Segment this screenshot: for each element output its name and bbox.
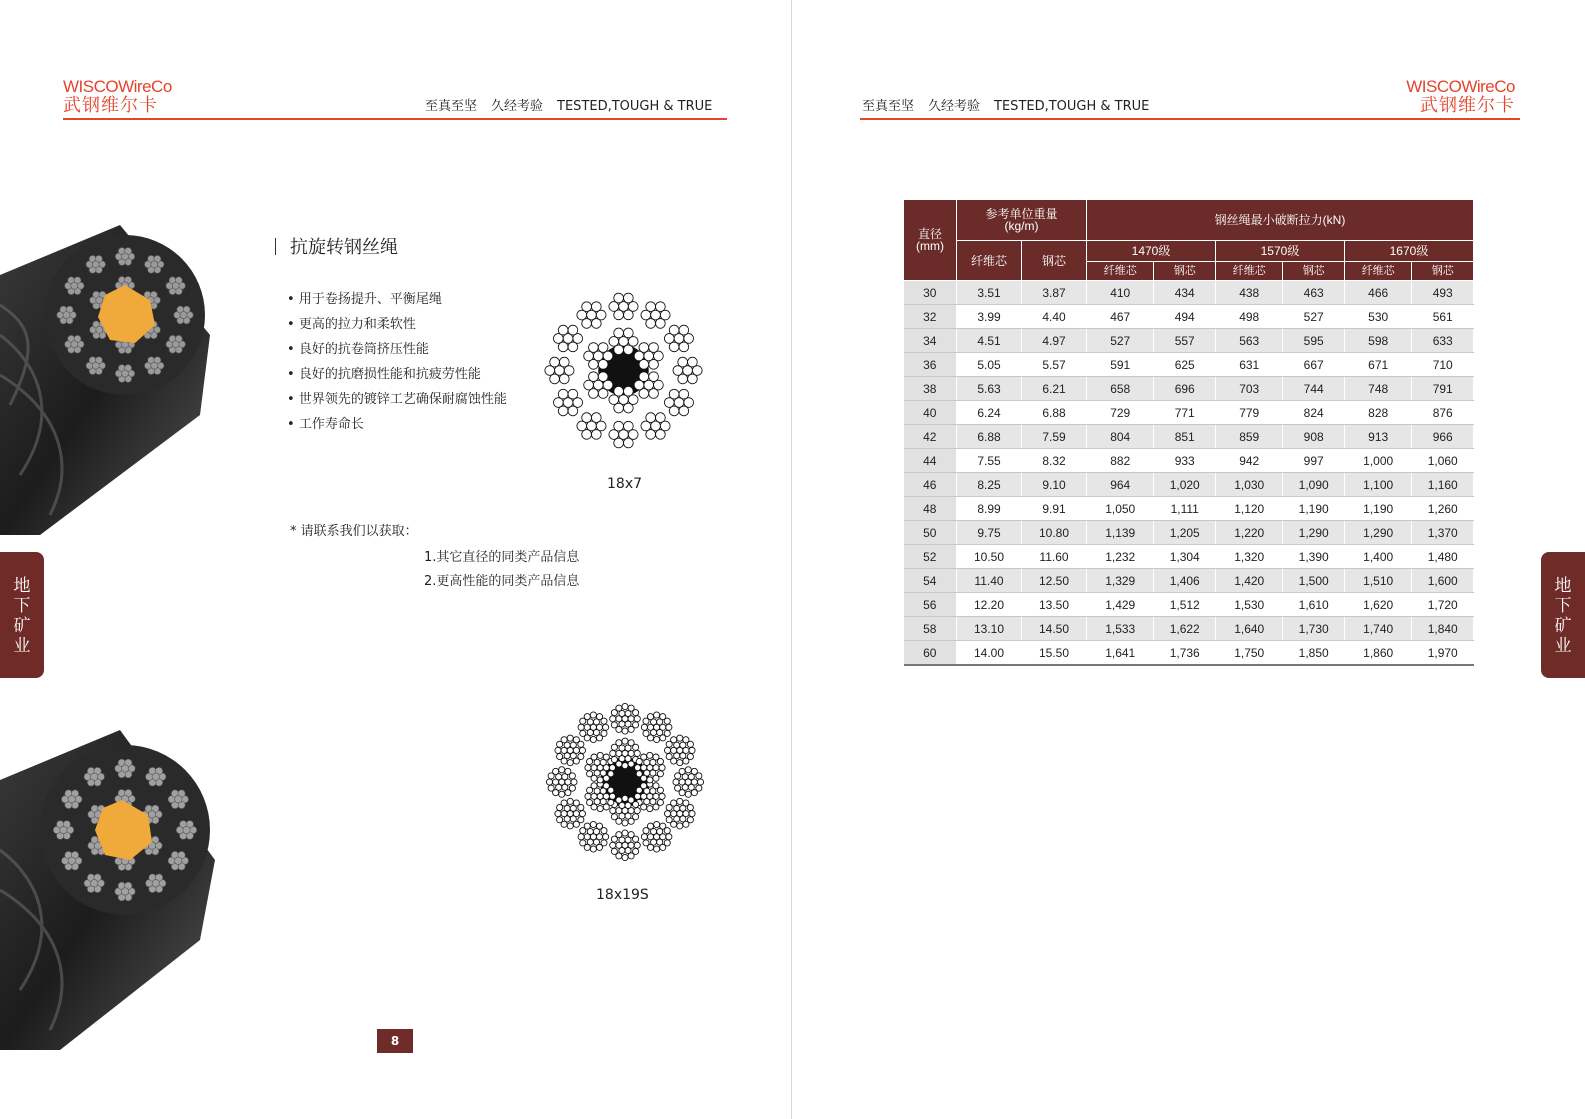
table-cell: 1,600 <box>1412 569 1474 593</box>
table-cell: 1,111 <box>1154 497 1216 521</box>
table-cell: 1,640 <box>1215 617 1282 641</box>
table-cell: 696 <box>1154 377 1216 401</box>
table-cell: 1,512 <box>1154 593 1216 617</box>
table-cell: 32 <box>904 305 957 329</box>
contact-item: 1.其它直径的同类产品信息 <box>424 550 580 565</box>
slogan-right <box>862 95 1149 114</box>
rope-photo-18x7 <box>0 215 220 535</box>
table-cell: 1,510 <box>1344 569 1411 593</box>
table-cell: 744 <box>1283 377 1345 401</box>
table-cell: 9.10 <box>1022 473 1087 497</box>
table-cell: 1,500 <box>1283 569 1345 593</box>
table-cell: 591 <box>1087 353 1154 377</box>
table-cell: 779 <box>1215 401 1282 425</box>
table-cell: 625 <box>1154 353 1216 377</box>
spec-table <box>903 199 1474 666</box>
diagram-label-18x7: 18x7 <box>607 476 643 492</box>
feature-item: • 良好的抗卷筒挤压性能 <box>287 340 507 365</box>
table-cell: 1,260 <box>1412 497 1474 521</box>
grade-1570: 1570级 <box>1215 241 1344 262</box>
table-cell: 56 <box>904 593 957 617</box>
table-cell: 658 <box>1087 377 1154 401</box>
table-cell: 48 <box>904 497 957 521</box>
table-cell: 46 <box>904 473 957 497</box>
table-cell: 908 <box>1283 425 1345 449</box>
table-cell: 44 <box>904 449 957 473</box>
table-cell: 595 <box>1283 329 1345 353</box>
table-cell: 557 <box>1154 329 1216 353</box>
table-row <box>904 401 1474 425</box>
table-cell: 12.50 <box>1022 569 1087 593</box>
table-cell: 1,860 <box>1344 641 1411 666</box>
table-row <box>904 617 1474 641</box>
table-cell: 1,406 <box>1154 569 1216 593</box>
table-cell: 1,290 <box>1283 521 1345 545</box>
table-cell: 498 <box>1215 305 1282 329</box>
table-cell: 828 <box>1344 401 1411 425</box>
table-cell: 527 <box>1087 329 1154 353</box>
table-cell: 966 <box>1412 425 1474 449</box>
table-cell: 804 <box>1087 425 1154 449</box>
table-cell: 5.05 <box>957 353 1022 377</box>
col-fiber: 纤维芯 <box>1087 262 1154 281</box>
table-cell: 4.40 <box>1022 305 1087 329</box>
table-row <box>904 449 1474 473</box>
table-cell: 52 <box>904 545 957 569</box>
table-cell: 9.91 <box>1022 497 1087 521</box>
table-cell: 463 <box>1283 281 1345 305</box>
table-cell: 1,000 <box>1344 449 1411 473</box>
table-cell: 1,304 <box>1154 545 1216 569</box>
table-cell: 1,100 <box>1344 473 1411 497</box>
header-rule-right <box>860 118 1520 120</box>
feature-list <box>287 290 507 440</box>
table-cell: 1,232 <box>1087 545 1154 569</box>
table-row <box>904 641 1474 666</box>
table-cell: 527 <box>1283 305 1345 329</box>
side-tab-label: 地下矿业 <box>13 576 31 656</box>
table-cell: 1,429 <box>1087 593 1154 617</box>
table-cell: 438 <box>1215 281 1282 305</box>
table-cell: 3.51 <box>957 281 1022 305</box>
table-cell: 1,220 <box>1215 521 1282 545</box>
table-cell: 13.10 <box>957 617 1022 641</box>
table-cell: 1,530 <box>1215 593 1282 617</box>
feature-item: • 世界领先的镀锌工艺确保耐腐蚀性能 <box>287 390 507 415</box>
table-cell: 933 <box>1154 449 1216 473</box>
col-weight-fiber: 纤维芯 <box>957 241 1022 281</box>
table-cell: 6.88 <box>957 425 1022 449</box>
table-cell: 964 <box>1087 473 1154 497</box>
header-rule-left <box>63 118 727 120</box>
product-title: 抗旋转钢丝绳 <box>290 237 398 258</box>
table-cell: 1,970 <box>1412 641 1474 666</box>
table-cell: 631 <box>1215 353 1282 377</box>
table-cell: 58 <box>904 617 957 641</box>
table-cell: 1,020 <box>1154 473 1216 497</box>
col-steel: 钢芯 <box>1154 262 1216 281</box>
rope-photo-18x19s <box>0 720 220 1050</box>
table-cell: 1,090 <box>1283 473 1345 497</box>
table-cell: 10.80 <box>1022 521 1087 545</box>
table-cell: 3.99 <box>957 305 1022 329</box>
slogan-cn-2: 久经考验 <box>491 99 544 114</box>
side-tab-label: 地下矿业 <box>1554 576 1572 656</box>
table-row <box>904 281 1474 305</box>
col-steel: 钢芯 <box>1412 262 1474 281</box>
table-cell: 1,730 <box>1283 617 1345 641</box>
col-weight: 参考单位重量 (kg/m) <box>957 200 1087 241</box>
side-tab-right <box>1541 552 1585 678</box>
slogan-cn-1: 至真至坚 <box>862 99 915 114</box>
brand-name-en: WISCOWireCo <box>63 77 172 96</box>
table-cell: 15.50 <box>1022 641 1087 666</box>
table-cell: 598 <box>1344 329 1411 353</box>
table-cell: 467 <box>1087 305 1154 329</box>
table-cell: 824 <box>1283 401 1345 425</box>
table-cell: 60 <box>904 641 957 666</box>
col-fiber: 纤维芯 <box>1215 262 1282 281</box>
slogan-cn-2: 久经考验 <box>928 99 981 114</box>
table-cell: 30 <box>904 281 957 305</box>
page-fold <box>791 0 792 1119</box>
page-number: 8 <box>377 1029 413 1053</box>
table-cell: 703 <box>1215 377 1282 401</box>
feature-item: • 工作寿命长 <box>287 415 507 440</box>
table-cell: 1,622 <box>1154 617 1216 641</box>
table-cell: 7.59 <box>1022 425 1087 449</box>
table-cell: 494 <box>1154 305 1216 329</box>
table-cell: 6.88 <box>1022 401 1087 425</box>
table-cell: 410 <box>1087 281 1154 305</box>
slogan-left <box>425 95 712 114</box>
col-diameter: 直径 (mm) <box>904 200 957 281</box>
table-cell: 1,120 <box>1215 497 1282 521</box>
table-cell: 8.25 <box>957 473 1022 497</box>
table-cell: 748 <box>1344 377 1411 401</box>
cross-section-18x19s-diagram <box>541 698 709 866</box>
table-cell: 851 <box>1154 425 1216 449</box>
table-cell: 859 <box>1215 425 1282 449</box>
contact-item: 2.更高性能的同类产品信息 <box>424 574 580 589</box>
col-strength: 钢丝绳最小破断拉力(kN) <box>1087 200 1474 241</box>
table-cell: 1,370 <box>1412 521 1474 545</box>
contact-heading-text: 请联系我们以获取： <box>300 524 418 539</box>
table-cell: 40 <box>904 401 957 425</box>
table-row <box>904 521 1474 545</box>
table-cell: 1,480 <box>1412 545 1474 569</box>
table-cell: 1,420 <box>1215 569 1282 593</box>
table-row <box>904 377 1474 401</box>
table-cell: 771 <box>1154 401 1216 425</box>
table-row <box>904 425 1474 449</box>
table-cell: 710 <box>1412 353 1474 377</box>
table-cell: 1,720 <box>1412 593 1474 617</box>
grade-1470: 1470级 <box>1087 241 1216 262</box>
table-cell: 38 <box>904 377 957 401</box>
table-cell: 1,840 <box>1412 617 1474 641</box>
table-cell: 466 <box>1344 281 1411 305</box>
table-cell: 7.55 <box>957 449 1022 473</box>
table-cell: 11.60 <box>1022 545 1087 569</box>
table-row <box>904 497 1474 521</box>
cross-section-18x7-diagram <box>541 288 706 453</box>
table-cell: 913 <box>1344 425 1411 449</box>
table-cell: 6.24 <box>957 401 1022 425</box>
slogan-en: TESTED,TOUGH & TRUE <box>994 99 1150 114</box>
brand-name-cn: 武钢维尔卡 <box>63 95 158 116</box>
table-row <box>904 593 1474 617</box>
table-cell: 3.87 <box>1022 281 1087 305</box>
table-cell: 1,390 <box>1283 545 1345 569</box>
table-cell: 1,610 <box>1283 593 1345 617</box>
contact-heading: * 请联系我们以获取： <box>290 524 418 539</box>
table-cell: 42 <box>904 425 957 449</box>
table-cell: 997 <box>1283 449 1345 473</box>
table-cell: 1,750 <box>1215 641 1282 666</box>
table-cell: 1,190 <box>1344 497 1411 521</box>
side-tab-left <box>0 552 44 678</box>
table-cell: 667 <box>1283 353 1345 377</box>
feature-item: • 更高的拉力和柔软性 <box>287 315 507 340</box>
brand-logo-left <box>63 78 172 115</box>
table-cell: 11.40 <box>957 569 1022 593</box>
table-cell: 5.63 <box>957 377 1022 401</box>
brand-logo-right <box>1406 78 1515 115</box>
brand-name-cn: 武钢维尔卡 <box>1420 95 1515 116</box>
table-cell: 1,139 <box>1087 521 1154 545</box>
table-cell: 14.00 <box>957 641 1022 666</box>
table-cell: 1,329 <box>1087 569 1154 593</box>
table-cell: 1,850 <box>1283 641 1345 666</box>
table-cell: 4.51 <box>957 329 1022 353</box>
table-row <box>904 569 1474 593</box>
table-cell: 8.99 <box>957 497 1022 521</box>
table-cell: 1,160 <box>1412 473 1474 497</box>
table-cell: 633 <box>1412 329 1474 353</box>
table-row <box>904 545 1474 569</box>
table-cell: 729 <box>1087 401 1154 425</box>
table-cell: 434 <box>1154 281 1216 305</box>
table-cell: 50 <box>904 521 957 545</box>
col-weight-steel: 钢芯 <box>1022 241 1087 281</box>
table-cell: 530 <box>1344 305 1411 329</box>
table-cell: 561 <box>1412 305 1474 329</box>
table-cell: 671 <box>1344 353 1411 377</box>
table-cell: 876 <box>1412 401 1474 425</box>
table-cell: 1,050 <box>1087 497 1154 521</box>
table-cell: 4.97 <box>1022 329 1087 353</box>
table-cell: 791 <box>1412 377 1474 401</box>
table-row <box>904 329 1474 353</box>
slogan-cn-1: 至真至坚 <box>425 99 478 114</box>
col-steel: 钢芯 <box>1283 262 1345 281</box>
table-cell: 36 <box>904 353 957 377</box>
table-cell: 14.50 <box>1022 617 1087 641</box>
table-cell: 1,320 <box>1215 545 1282 569</box>
feature-item: • 良好的抗磨损性能和抗疲劳性能 <box>287 365 507 390</box>
table-cell: 1,736 <box>1154 641 1216 666</box>
table-cell: 942 <box>1215 449 1282 473</box>
table-cell: 10.50 <box>957 545 1022 569</box>
table-cell: 1,060 <box>1412 449 1474 473</box>
grade-1670: 1670级 <box>1344 241 1473 262</box>
table-cell: 34 <box>904 329 957 353</box>
contact-items <box>424 546 579 594</box>
table-cell: 1,190 <box>1283 497 1345 521</box>
table-cell: 1,205 <box>1154 521 1216 545</box>
diagram-label-18x19s: 18x19S <box>596 887 649 903</box>
table-row <box>904 353 1474 377</box>
table-row <box>904 473 1474 497</box>
table-cell: 12.20 <box>957 593 1022 617</box>
table-cell: 1,030 <box>1215 473 1282 497</box>
table-cell: 1,641 <box>1087 641 1154 666</box>
table-cell: 882 <box>1087 449 1154 473</box>
table-cell: 1,400 <box>1344 545 1411 569</box>
table-cell: 5.57 <box>1022 353 1087 377</box>
table-cell: 563 <box>1215 329 1282 353</box>
table-row <box>904 305 1474 329</box>
table-cell: 8.32 <box>1022 449 1087 473</box>
table-cell: 1,740 <box>1344 617 1411 641</box>
table-cell: 1,290 <box>1344 521 1411 545</box>
slogan-en: TESTED,TOUGH & TRUE <box>557 99 713 114</box>
table-cell: 1,533 <box>1087 617 1154 641</box>
brand-name-en: WISCOWireCo <box>1406 77 1515 96</box>
table-cell: 13.50 <box>1022 593 1087 617</box>
table-cell: 54 <box>904 569 957 593</box>
col-fiber: 纤维芯 <box>1344 262 1411 281</box>
section-title <box>275 233 398 259</box>
table-cell: 1,620 <box>1344 593 1411 617</box>
table-cell: 9.75 <box>957 521 1022 545</box>
table-cell: 6.21 <box>1022 377 1087 401</box>
feature-item: • 用于卷扬提升、平衡尾绳 <box>287 290 507 315</box>
table-cell: 493 <box>1412 281 1474 305</box>
